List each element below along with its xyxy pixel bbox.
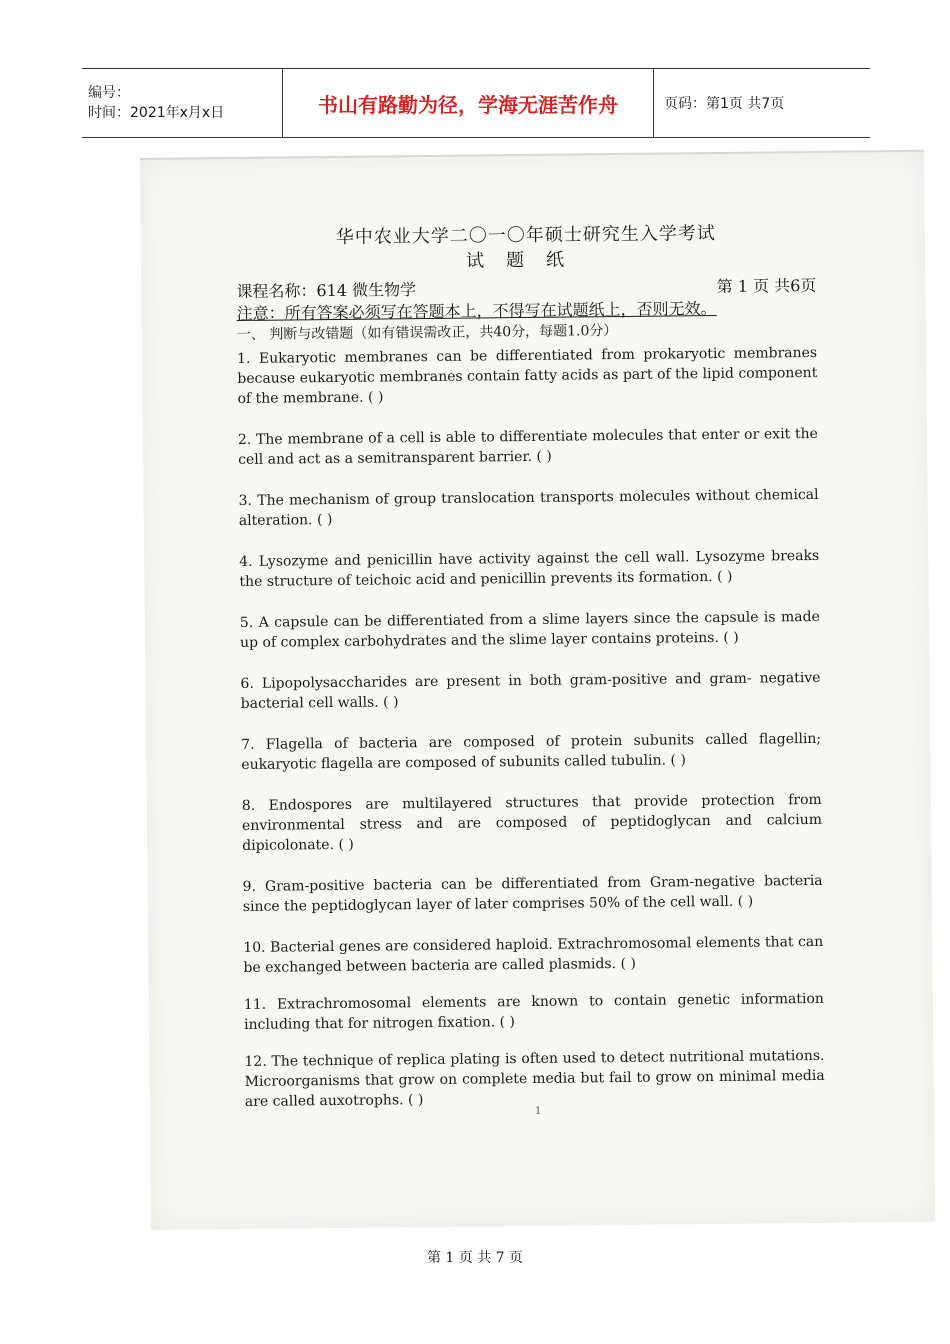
header-page-label: 页码：第1页 共7页 [664,96,785,112]
time-label: 时间：2021年x月x日 [88,105,225,121]
exam-content [236,221,825,1112]
question-list [237,343,825,1112]
exam-page-info: 第 1 页 共6页 [716,275,817,296]
question-item: 7. Flagella of bacteria are composed of protein subunits called flagellin; eukaryotic flagella are composed of subunits called tubulin. ( ) [241,730,822,773]
question-item: 12. The technique of replica plating is often used to detect nutritional mutations. Microorganisms that grow on complete media but fail to grow on minimal media are called auxotrophs. ( ) [244,1047,825,1110]
question-item: 3. The mechanism of group translocation transports molecules without chemical alteration. ( ) [238,486,819,529]
question-item: 2. The membrane of a cell is able to differentiate molecules that enter or exit the cell and act as a semitransparent barrier. ( ) [237,425,819,468]
course-name: 课程名称：614 微生物学 [236,280,417,301]
header-meta [82,69,282,137]
exam-subtitle: 试题纸 [465,249,587,272]
scan-edge [140,150,924,160]
number-label: 编号： [88,85,130,101]
question-item: 8. Endospores are multilayered structures that provide protection from environmental stress and are composed of peptidoglycan and calcium dipicolonate. ( ) [241,791,823,854]
exam-title: 华中农业大学二〇一〇年硕士研究生入学考试 [335,222,716,248]
question-item: 4. Lysozyme and penicillin have activity against the cell wall. Lysozyme breaks the structure of teichoic acid and penicillin prevents its formation. ( ) [239,547,820,590]
page-footer: 第 1 页 共 7 页 [426,1250,524,1266]
question-item: 11. Extrachromosomal elements are known to contain genetic information including that for nitrogen fixation. ( ) [243,990,824,1033]
question-item: 1. Eukaryotic membranes can be differentiated from prokaryotic membranes because eukaryotic membranes contain fatty acids as part of the lipid component of the membrane. ( ) [237,344,818,407]
exam-notice: 注意：所有答案必须写在答题本上，不得写在试题纸上，否则无效。 [236,298,717,323]
header-motto: 书山有路勤为径，学海无涯苦作舟 [282,69,654,137]
scan-page-number: 1 [534,1105,542,1117]
document-header [82,68,870,138]
question-item: 6. Lipopolysaccharides are present in both gram-positive and gram- negative bacterial cell walls. ( ) [240,669,821,712]
question-item: 9. Gram-positive bacteria can be differentiated from Gram-negative bacteria since the peptidoglycan layer of later comprises 50% of the cell wall. ( ) [242,872,823,915]
question-item: 10. Bacterial genes are considered haploid. Extrachromosomal elements that can be exchanged between bacteria are called plasmids. ( ) [243,933,824,976]
scanned-exam-page [140,150,935,1230]
question-item: 5. A capsule can be differentiated from a slime layers since the capsule is made up of complex carbohydrates and the slime layer contains proteins. ( ) [239,608,820,651]
section-heading: 一、 判断与改错题（如有错误需改正，共40分，每题1.0分） [236,323,618,343]
